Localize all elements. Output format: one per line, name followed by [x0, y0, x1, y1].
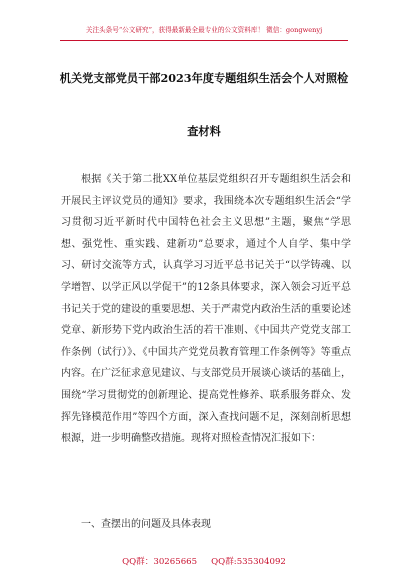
banner-divider	[60, 40, 348, 41]
document-title-line-2: 查材料	[187, 124, 221, 138]
footer-qq-group-2: QQ群:535304092	[211, 557, 286, 567]
section-heading: 一、查摆出的问题及具体表现	[81, 519, 211, 530]
footer-contact	[0, 555, 408, 567]
promo-banner: 关注头条号“公文研究”，获得最新最全最专业的公文资料库！ 微信：gongwenyj	[85, 26, 323, 34]
footer-qq-group-1: QQ群：30265665	[122, 557, 198, 567]
document-title-line-1: 机关党支部党员干部2023年度专题组织生活会个人对照检	[59, 71, 349, 85]
body-paragraph: 根据《关于第二批XX单位基层党组织召开专题组织生活会和开展民主评议党员的通知》要求，我围绕本次专题组织生活会“学习贯彻习近平新时代中国特色社会主义思想”主题，聚焦“学思想、强党性、重实践、建新功”总要求，通过个人自学、集中学习、研讨交流等方式，认真学习习近平总书记关于“以学铸魂、以学增智、以学正风以学促干”的12条具体要求，深入领会习近平总书记关于党的建设的重要思想、关于严肃党内政治生活的重要论述党章、新形势下党内政治生活的若干准则、《中国共产党党支部工作条例（试行）》、《中国共产党党员教育管理工作条例等》等重点内容。在广泛征求意见建议、与支部党员开展谈心谈话的基础上，围绕“学习贯彻党的创新理论、提高党性修养、联系服务群众、发挥先锋模范作用”等四个方面，深入查找问题不足，深刻剖析思想根源，进一步明确整改措施。现将对照检查情况汇报如下：	[61, 174, 351, 445]
